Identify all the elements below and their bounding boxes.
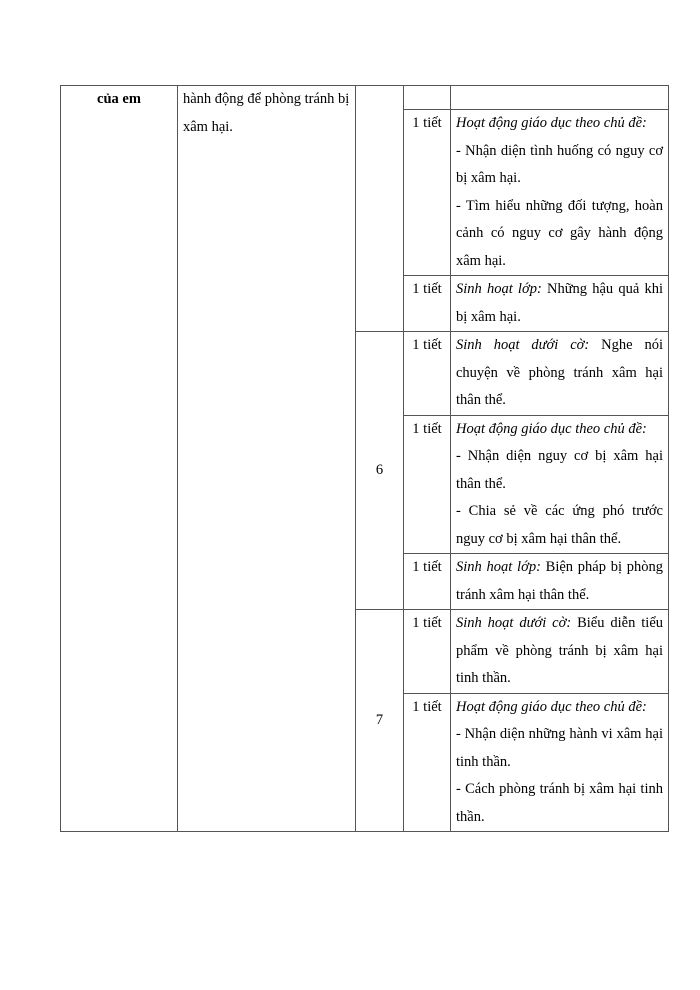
duration-cell	[404, 693, 451, 832]
activity-cell	[451, 693, 669, 832]
activity-label: Sinh hoạt lớp:	[456, 559, 541, 575]
activity-text: Biểu diễn tiểu phẩm về phòng tránh bị xâm hại tinh thần.	[456, 615, 663, 686]
lesson-plan-table	[60, 85, 669, 832]
duration-text: 1 tiết	[412, 115, 442, 131]
activity-cell	[451, 332, 669, 416]
activity-text: Những hậu quả khi bị xâm hại.	[456, 281, 664, 325]
activity-cell	[451, 276, 669, 332]
objective-cell	[178, 86, 356, 832]
duration-text: 1 tiết	[412, 420, 442, 437]
activity-text: Nghe nói chuyện về phòng tránh xâm hại thân thể.	[456, 337, 663, 408]
activity-label: Sinh hoạt lớp:	[456, 281, 542, 297]
activity-cell	[451, 610, 669, 694]
activity-label: Hoạt động giáo dục theo chủ đề:	[456, 115, 647, 131]
duration-cell	[404, 332, 451, 416]
week-cell	[356, 86, 404, 332]
activity-label: Hoạt động giáo dục theo chủ đề:	[456, 698, 647, 715]
duration-cell	[404, 110, 451, 276]
duration-text: 1 tiết	[412, 281, 442, 297]
activity-line: - Chia sẻ về các ứng phó trước nguy cơ bị xâm hại thân thể.	[456, 503, 663, 547]
duration-cell	[404, 276, 451, 332]
duration-text: 1 tiết	[412, 698, 442, 715]
activity-label: Sinh hoạt dưới cờ:	[456, 337, 590, 353]
activity-cell	[451, 554, 669, 610]
activity-cell	[451, 110, 669, 276]
activity-line: - Nhận diện tình huống có nguy cơ bị xâm hại.	[456, 142, 663, 186]
activity-line: - Nhận diện những hành vi xâm hại tinh thần.	[456, 726, 663, 770]
activity-line: - Cách phòng tránh bị xâm hại tinh thần.	[456, 781, 663, 825]
activity-line: - Nhận diện nguy cơ bị xâm hại thân thể.	[456, 448, 663, 492]
duration-text: 1 tiết	[412, 615, 442, 631]
duration-cell	[404, 554, 451, 610]
table-row	[61, 86, 669, 110]
duration-cell	[404, 610, 451, 694]
activity-line: - Tìm hiểu những đối tượng, hoàn cảnh có nguy cơ gây hành động xâm hại.	[456, 197, 663, 269]
week-cell	[356, 610, 404, 832]
activity-label: Sinh hoạt dưới cờ:	[456, 615, 572, 631]
topic-text: của em	[97, 91, 141, 107]
week-number: 6	[375, 461, 384, 478]
week-number: 7	[375, 711, 384, 728]
activity-label: Hoạt động giáo dục theo chủ đề:	[456, 420, 647, 437]
duration-cell	[404, 86, 451, 110]
duration-cell	[404, 415, 451, 554]
activity-cell	[451, 415, 669, 554]
duration-text: 1 tiết	[412, 559, 442, 575]
duration-text: 1 tiết	[412, 337, 442, 353]
topic-cell	[61, 86, 178, 832]
activity-text: Biện pháp bị phòng tránh xâm hại thân thể.	[456, 559, 663, 603]
activity-cell	[451, 86, 669, 110]
week-cell	[356, 332, 404, 610]
objective-text: hành động để phòng tránh bị xâm hại.	[183, 91, 350, 135]
